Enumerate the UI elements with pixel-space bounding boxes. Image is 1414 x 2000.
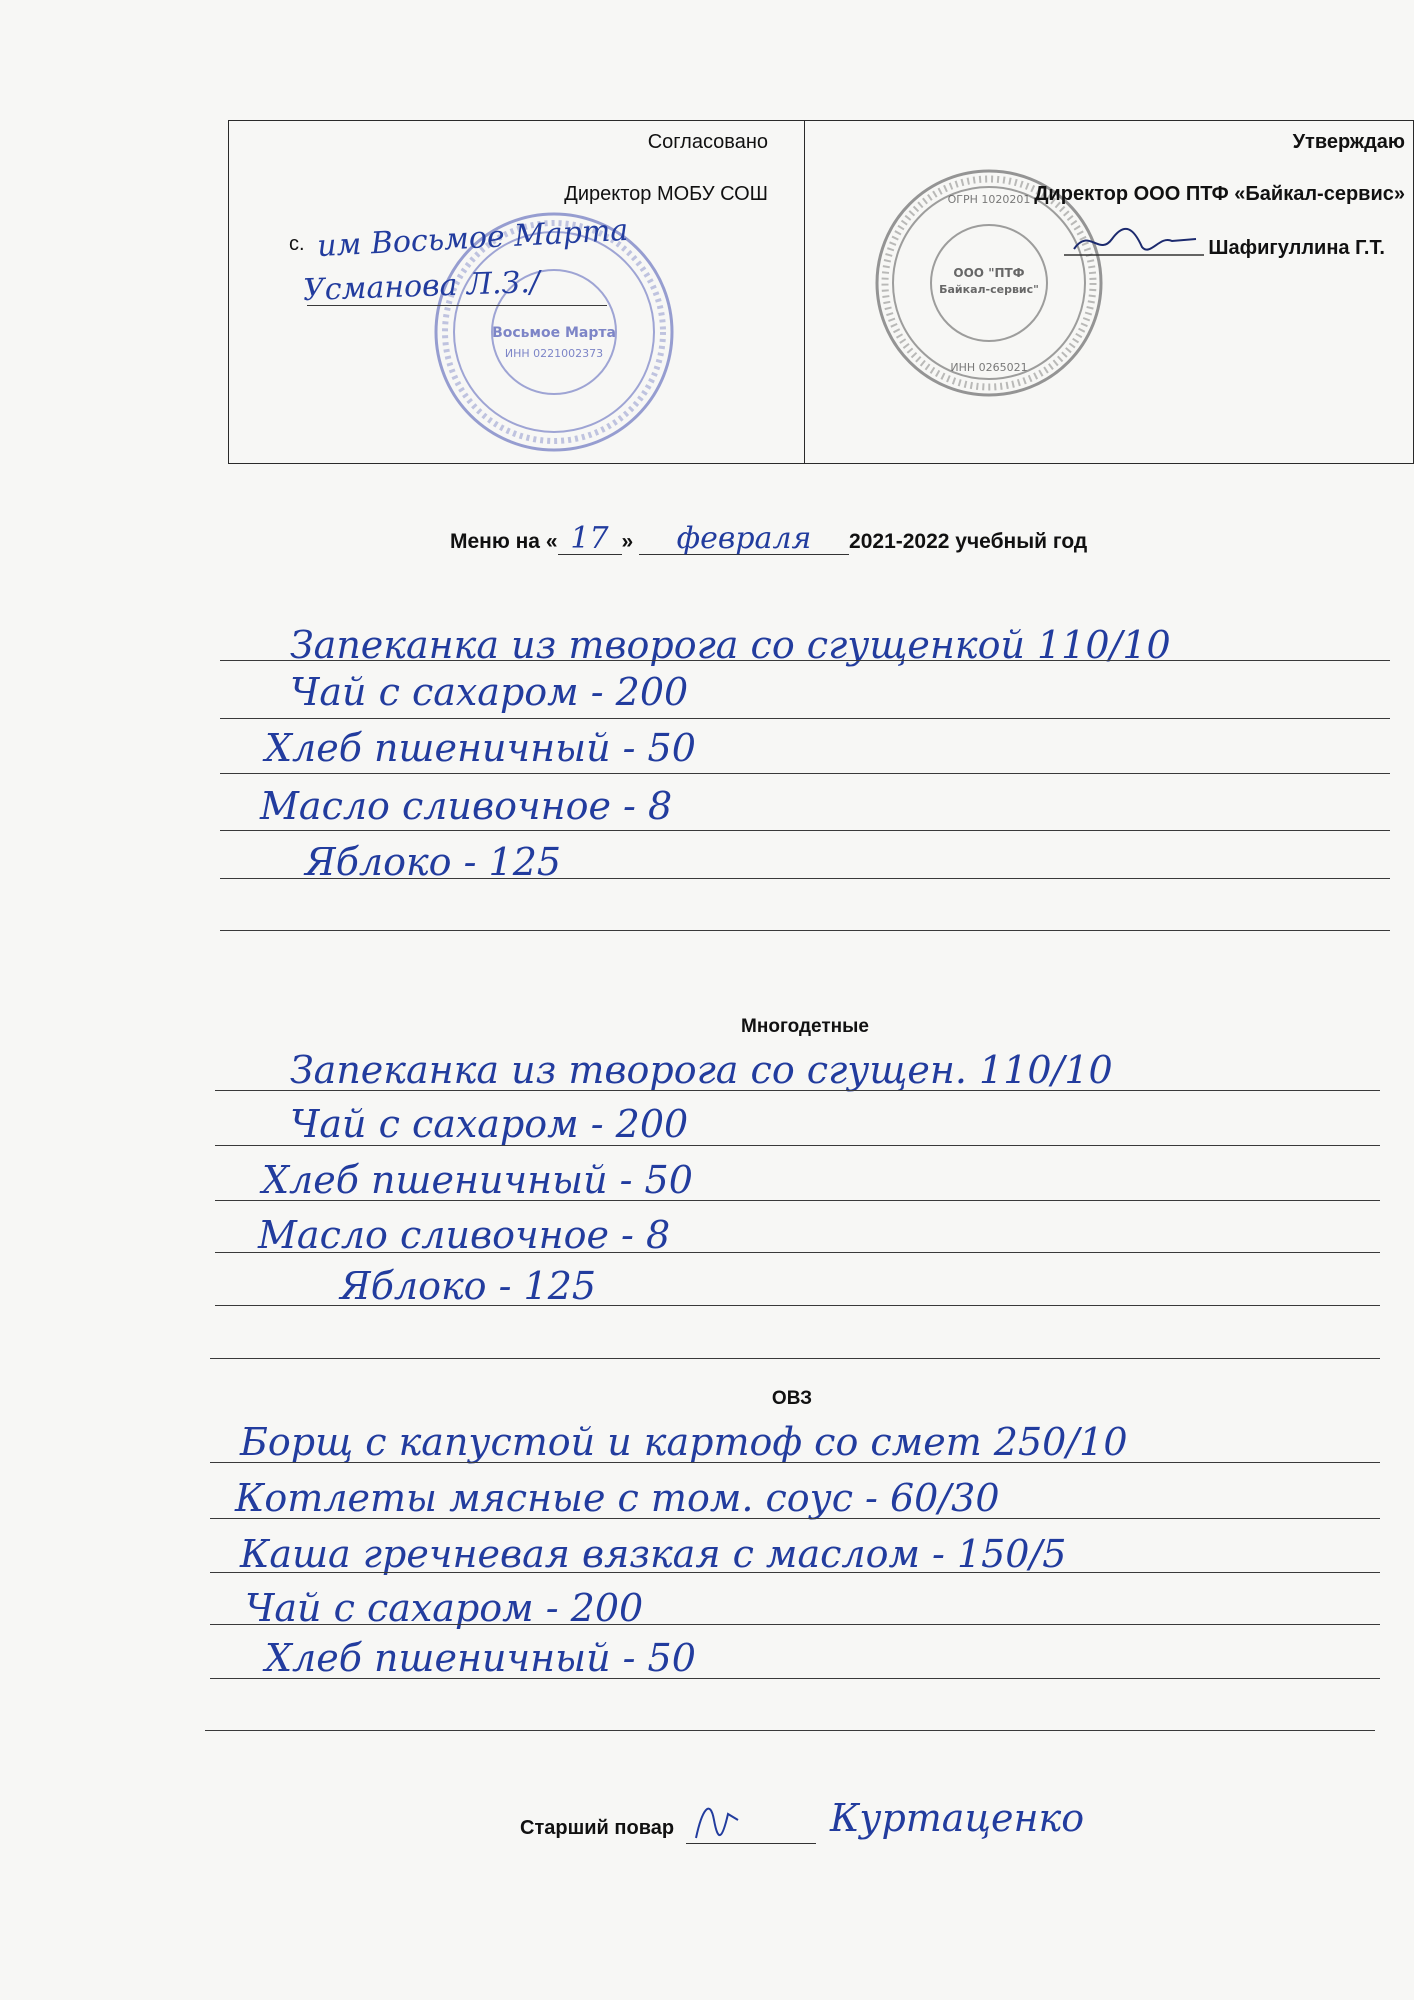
rule-line	[210, 1518, 1380, 1519]
menu-item: Борщ с капустой и картоф со смет 250/10	[240, 1420, 1128, 1464]
menu-item: Чай с сахаром - 200	[290, 670, 689, 714]
title-suffix: 2021-2022 учебный год	[849, 530, 1088, 553]
senior-cook-label: Старший повар	[520, 1817, 675, 1839]
rule-line	[215, 1305, 1380, 1306]
rule-line	[215, 1145, 1380, 1146]
section-label-large-families: Многодетные	[741, 1016, 869, 1037]
rule-line	[220, 878, 1390, 879]
menu-item: Хлеб пшеничный - 50	[262, 1158, 693, 1202]
title-mid: »	[621, 530, 634, 553]
school-name-handwritten: им Восьмое Марта	[316, 212, 630, 265]
rule-line	[220, 660, 1390, 661]
company-stamp-ogrn: ОГРН 1020201	[947, 193, 1031, 206]
right-role: Директор ООО ПТФ «Байкал-сервис»	[1034, 183, 1405, 205]
rule-line	[210, 1678, 1380, 1679]
director-signature-handwritten: Усманова Л.З./	[302, 264, 541, 309]
rule-line	[220, 830, 1390, 831]
company-stamp-inn: ИНН 0265021	[950, 361, 1028, 374]
left-role: Директор МОБУ СОШ	[564, 183, 768, 205]
menu-item: Яблоко - 125	[340, 1264, 597, 1308]
menu-item: Чай с сахаром - 200	[290, 1102, 689, 1146]
menu-title	[450, 521, 1088, 556]
rule-line	[205, 1730, 1375, 1731]
menu-item: Хлеб пшеничный - 50	[265, 726, 696, 770]
menu-item: Масло сливочное - 8	[260, 784, 673, 828]
rule-line	[210, 1572, 1380, 1573]
section-label-ovz: ОВЗ	[771, 1388, 813, 1409]
rule-line	[220, 930, 1390, 931]
cook-signature-handwritten: Куртаценко	[830, 1796, 1085, 1840]
company-stamp-name-2: Байкал-сервис"	[939, 283, 1039, 296]
approval-header	[228, 120, 1414, 464]
cook-initials-signature	[688, 1790, 748, 1850]
agreed-heading: Согласовано	[647, 131, 768, 153]
menu-item: Чай с сахаром - 200	[245, 1586, 644, 1630]
menu-item: Яблоко - 125	[305, 840, 562, 884]
menu-item: Хлеб пшеничный - 50	[265, 1636, 696, 1680]
approve-heading: Утверждаю	[1292, 131, 1405, 153]
header-divider	[804, 121, 805, 463]
company-director-signature	[1064, 217, 1204, 267]
menu-item: Масло сливочное - 8	[258, 1213, 671, 1257]
company-stamp-name: ООО "ПТФ	[953, 266, 1025, 280]
school-stamp-inn: ИНН 0221002373	[504, 347, 604, 360]
rule-line	[210, 1358, 1380, 1359]
rule-line	[215, 1252, 1380, 1253]
school-prefix: с.	[289, 233, 305, 255]
rule-line	[215, 1200, 1380, 1201]
signature-line-left	[307, 305, 607, 306]
menu-item: Запеканка из творога со сгущен. 110/10	[290, 1048, 1113, 1092]
right-director-name: Шафигуллина Г.Т.	[1208, 237, 1385, 259]
rule-line	[215, 1090, 1380, 1091]
school-stamp-label: Восьмое Марта	[492, 325, 616, 341]
rule-line	[220, 718, 1390, 719]
title-day: 17	[558, 524, 622, 555]
title-prefix: Меню на «	[450, 530, 558, 553]
menu-item: Каша гречневая вязкая с маслом - 150/5	[240, 1532, 1067, 1576]
menu-item: Котлеты мясные с том. соус - 60/30	[235, 1476, 1000, 1520]
rule-line	[210, 1624, 1380, 1625]
title-month: февраля	[639, 524, 849, 555]
rule-line	[210, 1462, 1380, 1463]
rule-line	[220, 773, 1390, 774]
menu-item: Запеканка из творога со сгущенкой 110/10	[290, 623, 1171, 667]
